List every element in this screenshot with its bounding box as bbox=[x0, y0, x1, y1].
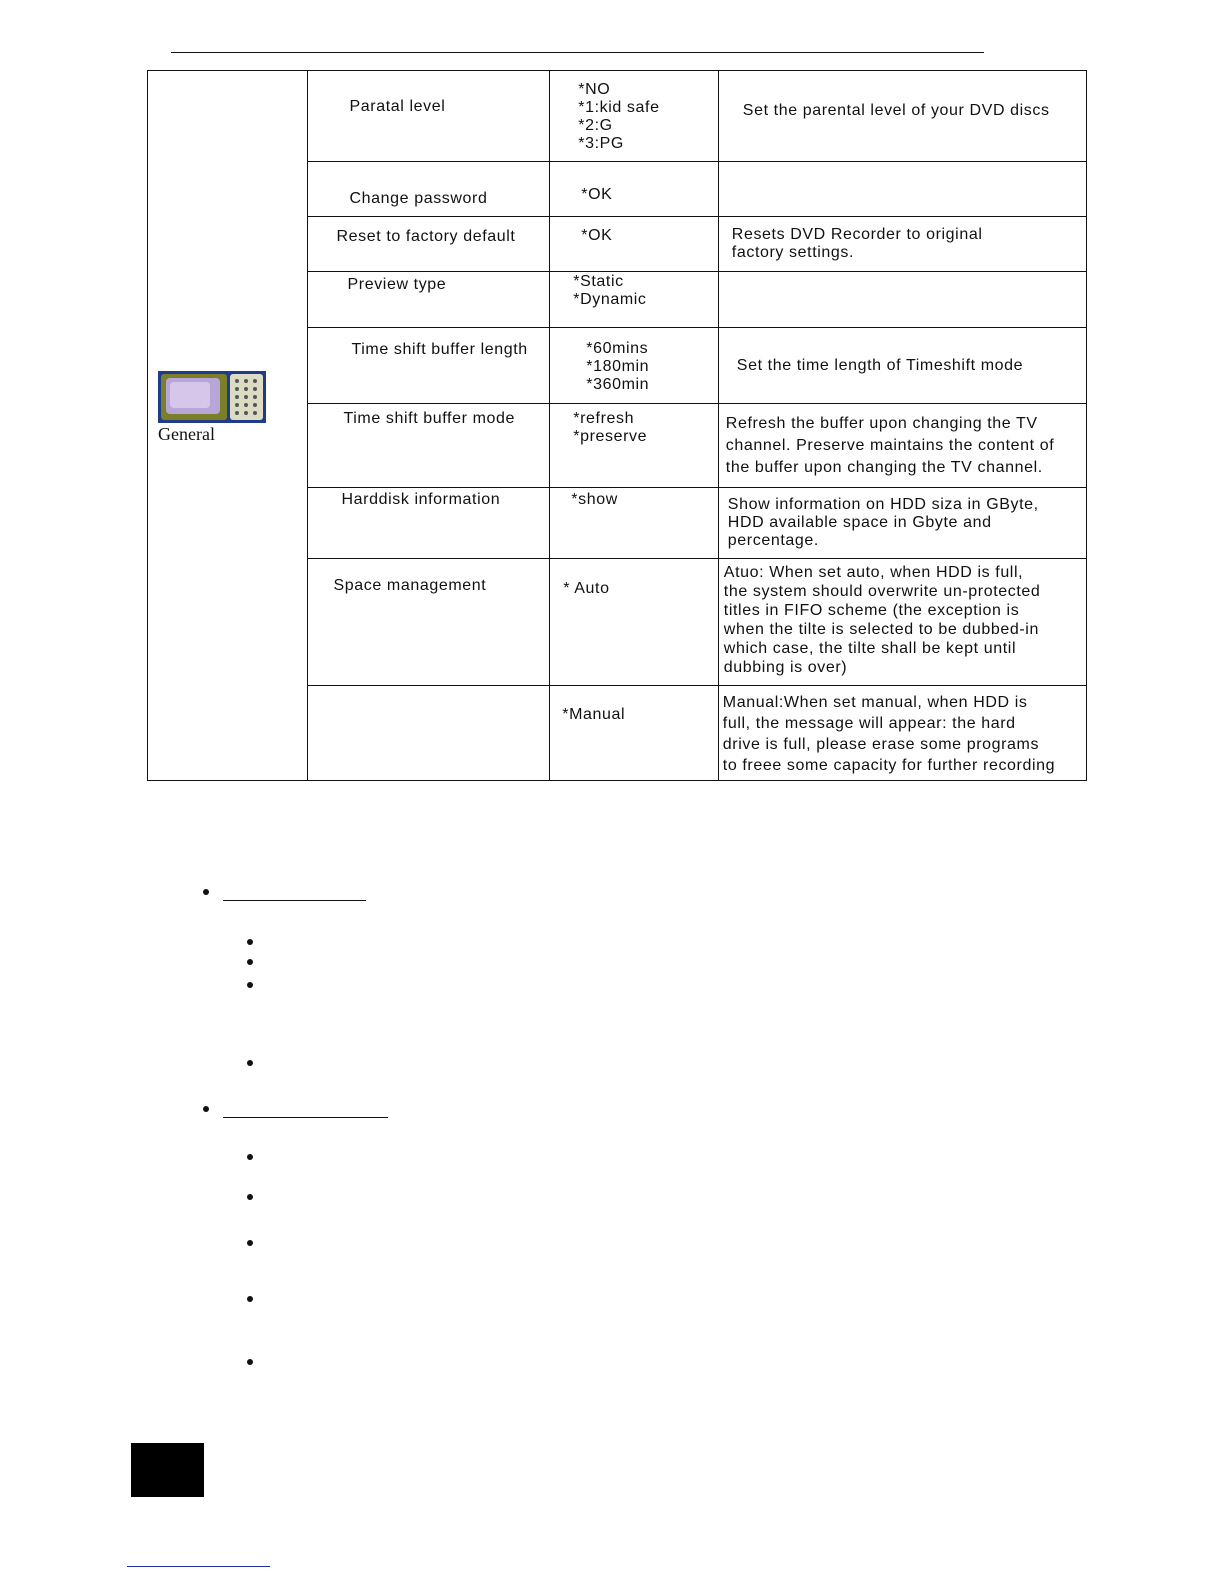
bullet-marker bbox=[203, 1106, 209, 1112]
description-line: Manual:When set manual, when HDD is bbox=[722, 694, 1028, 711]
options-cell bbox=[550, 404, 719, 488]
description-line: percentage. bbox=[727, 532, 819, 549]
item-cell bbox=[307, 217, 550, 272]
section-heading-underline bbox=[223, 1117, 388, 1118]
description-cell bbox=[718, 488, 1086, 559]
bullet-marker bbox=[203, 889, 209, 895]
item-label: Paratal level bbox=[349, 98, 446, 115]
item-label: Preview type bbox=[347, 276, 447, 293]
options-cell bbox=[550, 686, 719, 781]
description-cell bbox=[718, 404, 1086, 488]
option: *Static bbox=[573, 273, 624, 290]
option: *NO bbox=[578, 81, 611, 98]
options-cell bbox=[550, 488, 719, 559]
description-cell bbox=[718, 328, 1086, 404]
option: *refresh bbox=[573, 410, 635, 427]
tv-remote-icon bbox=[158, 371, 266, 423]
description-line: when the tilte is selected to be dubbed-in bbox=[723, 621, 1039, 638]
description-line: full, the message will appear: the hard bbox=[722, 715, 1016, 732]
options-cell bbox=[550, 559, 719, 686]
option: *1:kid safe bbox=[578, 99, 660, 116]
option: * Auto bbox=[563, 580, 610, 597]
options-cell bbox=[550, 272, 719, 328]
settings-table bbox=[147, 70, 1087, 781]
bullet-marker bbox=[247, 939, 253, 945]
description-line: Show information on HDD siza in GByte, bbox=[727, 496, 1039, 513]
option: *OK bbox=[581, 186, 613, 203]
description-line: Atuo: When set auto, when HDD is full, bbox=[723, 564, 1024, 581]
footer-link-underline bbox=[127, 1566, 270, 1567]
page-number-block bbox=[131, 1443, 204, 1497]
option: *OK bbox=[581, 227, 613, 244]
option: *180min bbox=[586, 358, 650, 375]
description-line: Refresh the buffer upon changing the TV bbox=[725, 415, 1038, 432]
item-cell bbox=[307, 272, 550, 328]
item-label: Space management bbox=[333, 577, 487, 594]
bullet-marker bbox=[247, 1359, 253, 1365]
option: *2:G bbox=[578, 117, 613, 134]
item-cell bbox=[307, 559, 550, 686]
item-cell bbox=[307, 404, 550, 488]
item-cell bbox=[307, 71, 550, 162]
option: *3:PG bbox=[578, 135, 624, 152]
bullet-marker bbox=[247, 959, 253, 965]
options-cell bbox=[550, 162, 719, 217]
option: *preserve bbox=[573, 428, 648, 445]
description-line: which case, the tilte shall be kept until bbox=[723, 640, 1017, 657]
option: *60mins bbox=[586, 340, 649, 357]
description-cell bbox=[718, 686, 1086, 781]
item-cell bbox=[307, 686, 550, 781]
category-label: General bbox=[158, 424, 215, 444]
description-line: Set the time length of Timeshift mode bbox=[736, 357, 1024, 374]
item-cell bbox=[307, 328, 550, 404]
option: *360min bbox=[586, 376, 650, 393]
bullet-marker bbox=[247, 1194, 253, 1200]
bullet-marker bbox=[247, 1060, 253, 1066]
description-cell bbox=[718, 162, 1086, 217]
description-line: the buffer upon changing the TV channel. bbox=[725, 459, 1043, 476]
item-cell bbox=[307, 162, 550, 217]
description-line: Set the parental level of your DVD discs bbox=[742, 102, 1050, 119]
option: *Manual bbox=[562, 706, 626, 723]
section-heading-underline bbox=[223, 900, 366, 901]
item-label: Reset to factory default bbox=[336, 228, 516, 245]
description-cell bbox=[718, 71, 1086, 162]
option: *show bbox=[571, 491, 618, 508]
description-cell bbox=[718, 217, 1086, 272]
description-line: the system should overwrite un-protected bbox=[723, 583, 1041, 600]
item-label: Time shift buffer length bbox=[351, 341, 528, 358]
option: *Dynamic bbox=[573, 291, 647, 308]
description-cell bbox=[718, 559, 1086, 686]
description-line: channel. Preserve maintains the content of bbox=[725, 437, 1055, 454]
item-label: Harddisk information bbox=[341, 491, 501, 508]
options-cell bbox=[550, 328, 719, 404]
options-cell bbox=[550, 217, 719, 272]
item-label: Change password bbox=[349, 190, 488, 207]
description-line: titles in FIFO scheme (the exception is bbox=[723, 602, 1020, 619]
description-line: Resets DVD Recorder to original bbox=[731, 226, 983, 243]
item-label: Time shift buffer mode bbox=[343, 410, 515, 427]
bullet-marker bbox=[247, 1240, 253, 1246]
item-cell bbox=[307, 488, 550, 559]
header-rule bbox=[171, 52, 984, 53]
description-line: HDD available space in Gbyte and bbox=[727, 514, 992, 531]
description-line: factory settings. bbox=[731, 244, 855, 261]
description-line: drive is full, please erase some programs bbox=[722, 736, 1040, 753]
bullet-marker bbox=[247, 982, 253, 988]
description-line: to freee some capacity for further recording bbox=[722, 757, 1056, 774]
table-row bbox=[148, 71, 1087, 162]
bullet-marker bbox=[247, 1296, 253, 1302]
description-line: dubbing is over) bbox=[723, 659, 848, 676]
options-cell bbox=[550, 71, 719, 162]
bullet-marker bbox=[247, 1154, 253, 1160]
category-cell bbox=[148, 71, 308, 781]
description-cell bbox=[718, 272, 1086, 328]
